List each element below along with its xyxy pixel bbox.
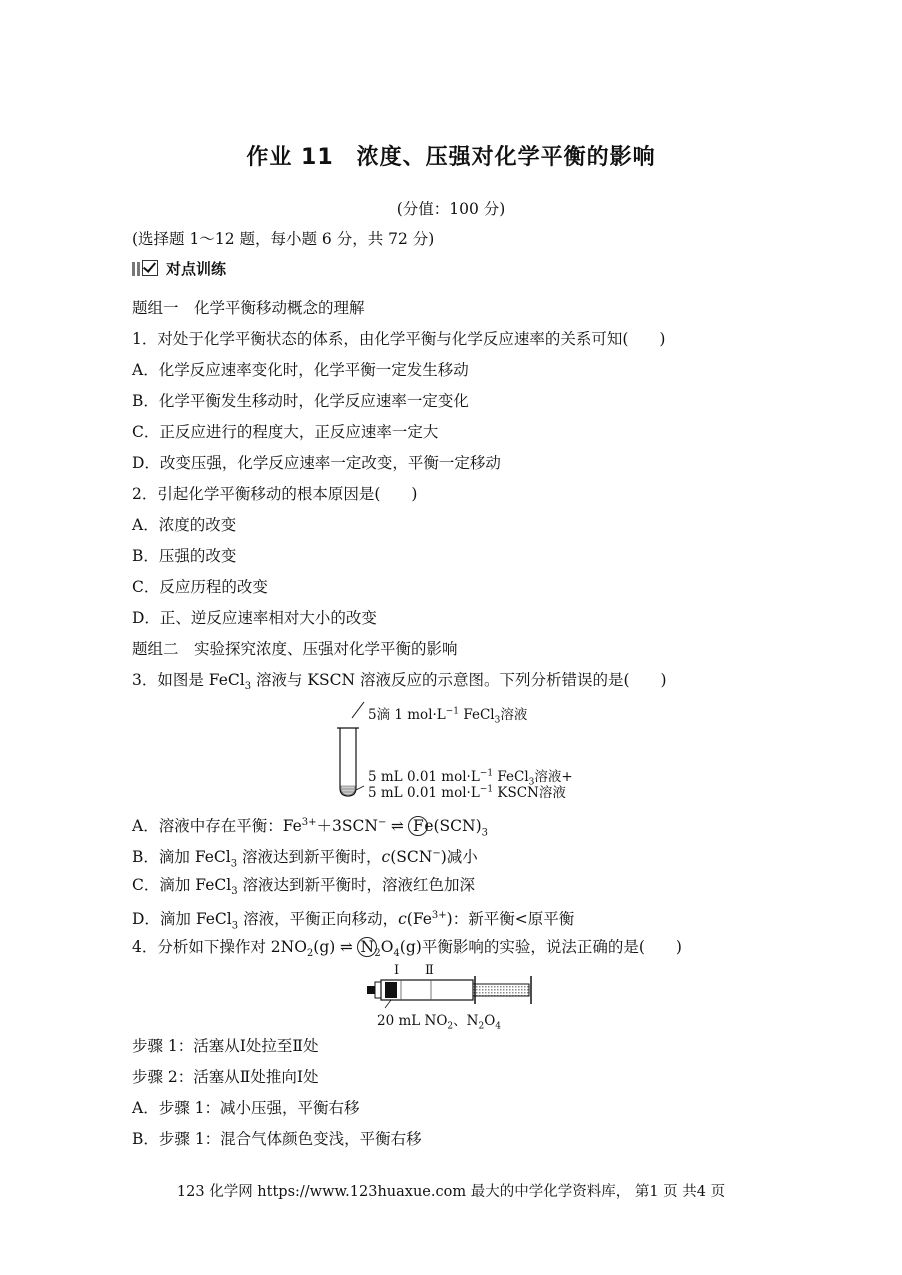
question-1-stem: 1．对处于化学平衡状态的体系，由化学平衡与化学反应速率的关系可知( ) bbox=[132, 330, 666, 348]
syringe-mark-ii: Ⅱ bbox=[425, 963, 434, 978]
q4-option-a: A．步骤 1：减小压强，平衡右移 bbox=[132, 1099, 360, 1117]
section-label: 对点训练 bbox=[166, 260, 227, 278]
equilibrium-arrow-icon: ⇌ bbox=[390, 817, 404, 836]
section-heading bbox=[132, 258, 226, 279]
q4-step-2: 步骤 2：活塞从Ⅱ处推向Ⅰ处 bbox=[132, 1068, 319, 1086]
page-title: 作业 11 浓度、压强对化学平衡的影响 bbox=[246, 145, 656, 170]
syringe-label: 20 mL $NO_2$、$N_2O_4$ bbox=[377, 1013, 502, 1032]
q2-option-d: D．正、逆反应速率相对大小的改变 bbox=[132, 609, 377, 627]
question-3-stem: 3．如图是 FeCl$_3$ 溶液与 KSCN 溶液反应的示意图。下列分析错误的是( ) bbox=[132, 671, 667, 693]
q1-option-c: C．正反应进行的程度大，正反应速率一定大 bbox=[132, 423, 439, 441]
page-footer: 123 化学网 https://www.123huaxue.com 最大的中学化学资料库， 第1 页 共4 页 bbox=[176, 1184, 726, 1200]
q3-option-d: D．滴加 FeCl$_3$ 溶液，平衡正向移动，$c(Fe^{3+})$：新平衡<原平衡 bbox=[132, 910, 575, 932]
figure-label-top: 5滴 1 $mol\cdot L^{-1}$ FeCl$_3$溶液 bbox=[368, 706, 528, 726]
equilibrium-arrow-icon: ⇌ bbox=[339, 938, 353, 956]
figure-label-line-2: 5 mL 0.01 $mol\cdot L^{-1}$ KSCN溶液 bbox=[368, 784, 566, 801]
question-4-stem: 4．分析如下操作对 $2NO_2(g)$ ⇌ $N_2O_4(g)$平衡影响的实验，说法正确的是( ) bbox=[132, 938, 682, 960]
bar-icon bbox=[132, 262, 135, 276]
q1-option-a: A．化学反应速率变化时，化学平衡一定发生移动 bbox=[132, 361, 469, 379]
q1-option-d: D．改变压强，化学反应速率一定改变，平衡一定移动 bbox=[132, 454, 501, 472]
group-heading-1: 题组一 化学平衡移动概念的理解 bbox=[132, 299, 365, 317]
circled-letter: N bbox=[357, 937, 377, 957]
q1-option-b: B．化学平衡发生移动时，化学反应速率一定变化 bbox=[132, 392, 469, 410]
q2-option-a: A．浓度的改变 bbox=[132, 516, 237, 534]
checkmark-icon bbox=[142, 260, 158, 276]
q3-option-c: C．滴加 FeCl$_3$ 溶液达到新平衡时，溶液红色加深 bbox=[132, 876, 475, 898]
score-note: (分值：100 分) bbox=[396, 200, 506, 218]
q3-option-a: A．溶液中存在平衡：$Fe^{3+}+3SCN^-$ ⇌ $Fe(SCN)_3$ bbox=[132, 817, 489, 839]
question-2-stem: 2．引起化学平衡移动的根本原因是( ) bbox=[132, 485, 418, 503]
q4-step-1: 步骤 1：活塞从Ⅰ处拉至Ⅱ处 bbox=[132, 1037, 319, 1055]
q2-option-b: B．压强的改变 bbox=[132, 547, 237, 565]
syringe-figure bbox=[365, 962, 545, 1012]
q4-option-b: B．步骤 1：混合气体颜色变浅，平衡右移 bbox=[132, 1130, 422, 1148]
bar-icon bbox=[137, 262, 140, 276]
choice-note: (选择题 1～12 题，每小题 6 分，共 72 分) bbox=[132, 230, 435, 248]
figure-label-line-1: 5 mL 0.01 $mol\cdot L^{-1}$ FeCl$_3$溶液+ bbox=[368, 768, 573, 788]
syringe-mark-i: Ⅰ bbox=[394, 963, 400, 978]
q2-option-c: C．反应历程的改变 bbox=[132, 578, 268, 596]
group-heading-2: 题组二 实验探究浓度、压强对化学平衡的影响 bbox=[132, 640, 458, 658]
circled-letter: F bbox=[408, 816, 428, 836]
q3-option-b: B．滴加 FeCl$_3$ 溶液达到新平衡时，c(SCN−)减小 bbox=[132, 848, 478, 870]
